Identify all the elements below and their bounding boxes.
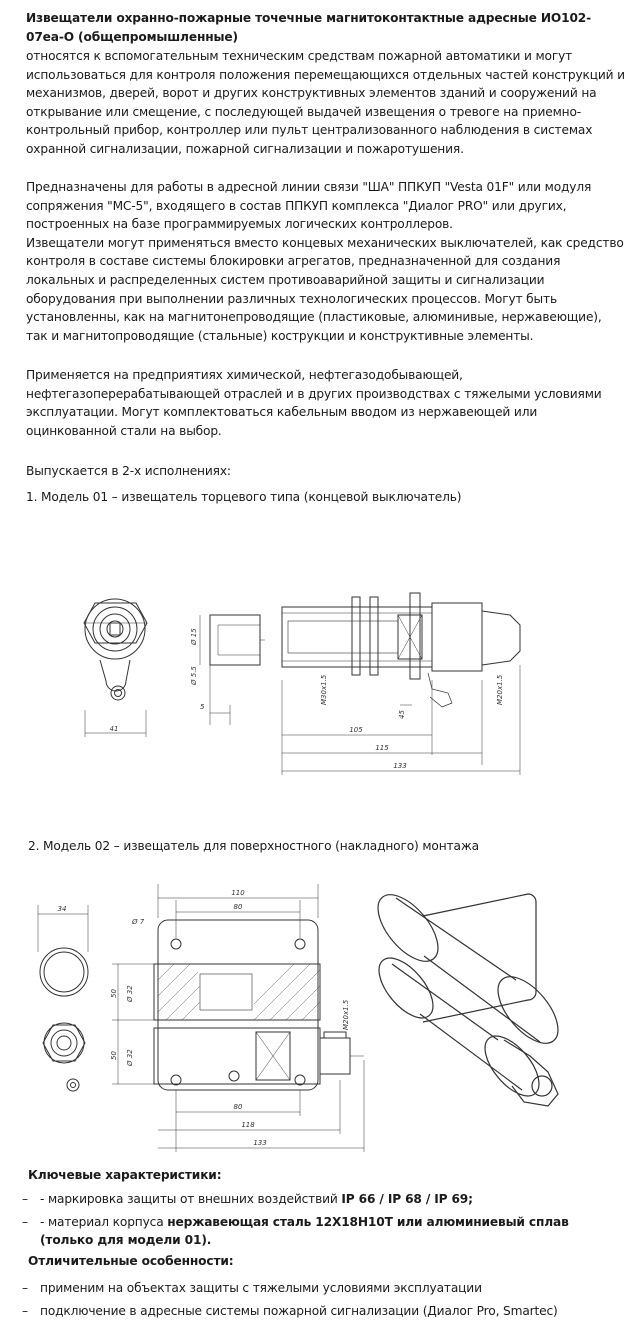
magnet-housing	[154, 964, 320, 1020]
dim-d32b: Ø 32	[126, 1049, 134, 1066]
cable-gland	[482, 611, 520, 665]
bullet-dash: –	[22, 1281, 28, 1295]
dim-d2: Ø 5.5	[190, 666, 198, 685]
dim-d1: Ø 15	[190, 628, 198, 645]
dim-h2: 50	[110, 1051, 118, 1060]
dim-l3: 133	[393, 762, 407, 770]
dim-hole: Ø 7	[132, 918, 145, 926]
dim-d32a: Ø 32	[126, 985, 134, 1002]
paragraph-purpose: относятся к вспомогательным техническим средствам пожарной автоматики и могут использоваться для контроля положения перемещающихся отдельных частей конструкций и механизмов, дверей, ворот и других конструктивных элементов зданий и сооружений на открывание или смещение, с последующей выдачей извещения о тревоге на приемно-контрольный прибор, контроллер или пульт централизованного наблюдения в системах охранной сигнализации, пожарной сигнализации и пожаротушения.	[26, 49, 625, 156]
page-title: Извещатели охранно-пожарные точечные магнитоконтактные адресные ИО102-07еа-О (общепромышленные)	[26, 11, 592, 44]
features-heading: Отличительные особенности:	[28, 1254, 234, 1268]
key-characteristics-heading: Ключевые характеристики:	[28, 1168, 222, 1182]
dim-b3: 133	[253, 1139, 267, 1147]
mounting-plate	[158, 920, 318, 1090]
sensor-end-view	[44, 1023, 84, 1063]
key-item-bold: нержавеющая сталь 12Х18Н10Т или алюминиевый сплав (только для модели 01).	[40, 1214, 569, 1248]
dim-top1: 110	[231, 889, 245, 897]
list-item	[22, 1279, 622, 1298]
bullet-dash: –	[22, 1214, 28, 1229]
paragraph-compatibility: Предназначены для работы в адресной линии связи "ША" ППКУП "Vesta 01F" или модуля сопряжения "МС-5", входящего в состав ППКУП комплекса "Диалог PRO" или других, построенных на базе программируемых логических контроллеров.	[26, 180, 592, 232]
description-text-2	[26, 178, 626, 345]
dim-b1: 80	[233, 1103, 243, 1111]
dim-thread2: M20x1.5	[496, 674, 504, 705]
dim-b2: 118	[241, 1121, 255, 1129]
dim-d3: 5	[200, 703, 205, 711]
body-outline-circle	[85, 599, 145, 659]
features-list	[22, 1279, 622, 1324]
dim-thread: M30x1.5	[320, 674, 328, 705]
feature-item-text: подключение в адресные системы пожарной сигнализации (Диалог Pro, Smartec)	[40, 1303, 558, 1318]
model2-caption: 2. Модель 02 – извещатель для поверхностного (накладного) монтажа	[28, 839, 479, 853]
key-item-prefix: - маркировка защиты от внешних воздействий	[40, 1192, 342, 1206]
bullet-dash: –	[22, 1192, 28, 1206]
key-characteristics-list	[22, 1190, 622, 1254]
model1-caption: 1. Модель 01 – извещатель торцевого типа (концевой выключатель)	[26, 490, 462, 504]
gland	[320, 1038, 350, 1074]
dim-top2: 80	[233, 903, 243, 911]
feature-item-text: применим на объектах защиты с тяжелыми условиями эксплуатации	[40, 1281, 482, 1295]
key-item-bold: IP 66 / IP 68 / IP 69;	[341, 1192, 473, 1206]
description-text	[26, 47, 626, 159]
dim-h: 45	[398, 710, 406, 719]
dim-h1: 50	[110, 989, 118, 998]
dim-l2: 115	[375, 744, 389, 752]
dim-thread: M20x1.5	[342, 999, 350, 1030]
model1-drawing	[70, 585, 550, 785]
gland-section	[432, 603, 482, 671]
sensor-3d-view	[367, 885, 568, 1106]
dim-l1: 105	[349, 726, 363, 734]
versions-intro: Выпускается в 2-х исполнениях:	[26, 464, 231, 478]
magnet-side-view	[210, 615, 260, 665]
magnet-end-view	[40, 948, 88, 996]
paragraph-usage: Извещатели могут применяться вместо концевых механических выключателей, как средство контроля в составе системы блокировки агрегатов, предназначенной для создания локальных и распределенных систем противоаварийной защиты и сигнализации оборудования при выполнении различных технологических процессов. Могут быть установленны, как на магнитонепроводящие (пластиковые, алюминивые, нержавеющие), так и магнитопроводящие (стальные) кострукции и конструктивные элементы.	[26, 235, 624, 343]
key-item-prefix: - материал корпуса	[40, 1214, 168, 1229]
dim-width: 41	[109, 725, 119, 733]
bullet-dash: –	[22, 1303, 28, 1318]
dim-w: 34	[57, 905, 67, 913]
description-text-3	[26, 366, 626, 440]
list-item	[22, 1213, 622, 1250]
paragraph-industries: Применяется на предприятиях химической, нефтегазодобывающей, нефтегазоперерабатывающей отраслей и в других производствах с тяжелыми условиями эксплуатации. Могут комплектоваться кабельным вводом из нержавеющей или оцинкованной стали на выбор.	[26, 368, 602, 438]
model2-drawing	[28, 880, 568, 1152]
list-item	[22, 1302, 622, 1321]
list-item	[22, 1190, 622, 1209]
